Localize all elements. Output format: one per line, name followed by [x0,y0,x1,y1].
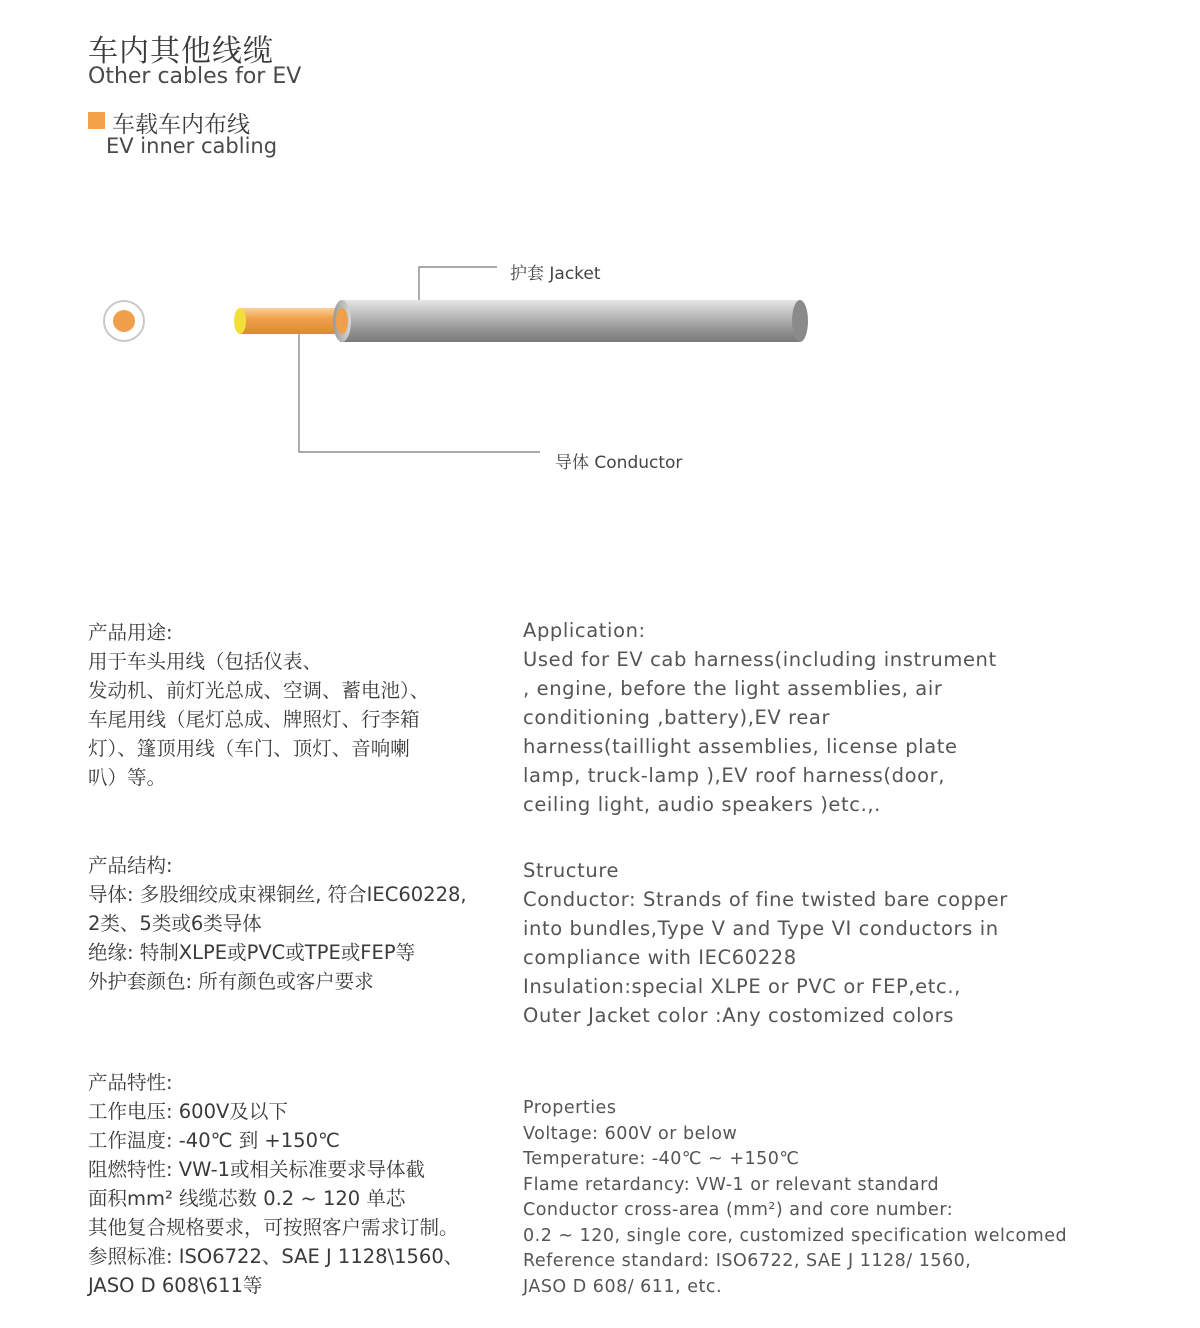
properties-en-line: JASO D 608/ 611, etc. [523,1276,723,1297]
application-en-line: conditioning ,battery),EV rear [523,706,831,729]
properties-en-heading: Properties [523,1098,617,1118]
structure-en-line: Insulation:special XLPE or PVC or FEP,etc., [523,975,961,998]
properties-cn-line: 阻燃特性: VW-1或相关标准要求导体截 [88,1158,426,1181]
section-title-cn: 车载车内布线 [112,112,250,138]
conductor-label: 导体 Conductor [555,453,683,473]
structure-en-heading: Structure [523,859,620,882]
structure-cn-line: 导体: 多股细绞成束裸铜丝, 符合IEC60228, [88,883,467,906]
structure-cn-line: 绝缘: 特制XLPE或PVC或TPE或FEP等 [88,941,416,964]
structure-cn-heading: 产品结构: [88,854,173,877]
section-title-en: EV inner cabling [106,134,278,158]
page-title-en: Other cables for EV [88,64,302,89]
properties-en-line: 0.2 ~ 120, single core, customized specification welcomed [523,1225,1068,1246]
application-en-block [523,616,997,819]
structure-en-line: into bundles,Type V and Type VI conductors in [523,917,999,940]
structure-en-line: Conductor: Strands of fine twisted bare copper [523,888,1008,911]
application-cn-line: 灯）、篷顶用线（车门、顶灯、音响喇 [88,737,410,760]
application-cn-line: 叭）等。 [88,766,167,789]
cable-cross-section-icon [104,301,144,341]
application-en-line: Used for EV cab harness(including instrument [523,648,997,671]
properties-cn-line: 其他复合规格要求，可按照客户需求订制。 [88,1216,459,1239]
properties-en-line: Reference standard: ISO6722, SAE J 1128/ 1560, [523,1251,972,1271]
structure-en-block [523,856,1008,1030]
properties-cn-line: JASO D 608\611等 [88,1274,263,1297]
application-en-line: , engine, before the light assemblies, air [523,677,943,700]
application-cn-line: 车尾用线（尾灯总成、牌照灯、行李箱 [88,708,420,731]
properties-cn-line: 面积mm² 线缆芯数 0.2 ~ 120 单芯 [88,1187,406,1210]
conductor-core [234,308,348,334]
application-en-line: harness(taillight assemblies, license plate [523,735,958,758]
structure-cn-line: 2类、5类或6类导体 [88,912,262,935]
page-title-cn: 车内其他线缆 [88,34,274,69]
jacket-label: 护套 Jacket [510,264,601,284]
properties-en-block [523,1096,1067,1300]
properties-en-line: Conductor cross-area (mm²) and core number: [523,1200,954,1220]
properties-cn-line: 工作温度: -40℃ 到 +150℃ [88,1129,340,1152]
application-en-line: lamp, truck-lamp ),EV roof harness(door, [523,764,946,787]
properties-cn-line: 参照标准: ISO6722、SAE J 1128\1560、 [88,1245,464,1268]
properties-cn-line: 工作电压: 600V及以下 [88,1100,288,1123]
application-en-heading: Application: [523,619,646,642]
properties-en-line: Voltage: 600V or below [523,1123,738,1144]
conductor-leader-line [299,334,540,452]
jacket-leader-line [419,267,497,300]
cable-jacket [333,300,808,342]
properties-en-line: Flame retardancy: VW-1 or relevant standard [523,1174,940,1195]
properties-cn-heading: 产品特性: [88,1071,173,1094]
structure-cn-line: 外护套颜色: 所有颜色或客户要求 [88,970,374,993]
orange-square-bullet-icon [88,112,105,129]
application-cn-line: 发动机、前灯光总成、空调、蓄电池）、 [88,679,430,702]
application-cn-line: 用于车头用线（包括仪表、 [88,650,323,673]
application-en-line: ceiling light, audio speakers )etc.,. [523,793,881,816]
application-cn-block [88,618,429,792]
structure-en-line: Outer Jacket color :Any costomized colors [523,1004,955,1027]
structure-en-line: compliance with IEC60228 [523,946,797,969]
properties-en-line: Temperature: -40℃ ~ +150℃ [523,1149,800,1169]
structure-cn-block [88,851,467,996]
application-cn-heading: 产品用途: [88,621,173,644]
properties-cn-block [88,1068,463,1300]
